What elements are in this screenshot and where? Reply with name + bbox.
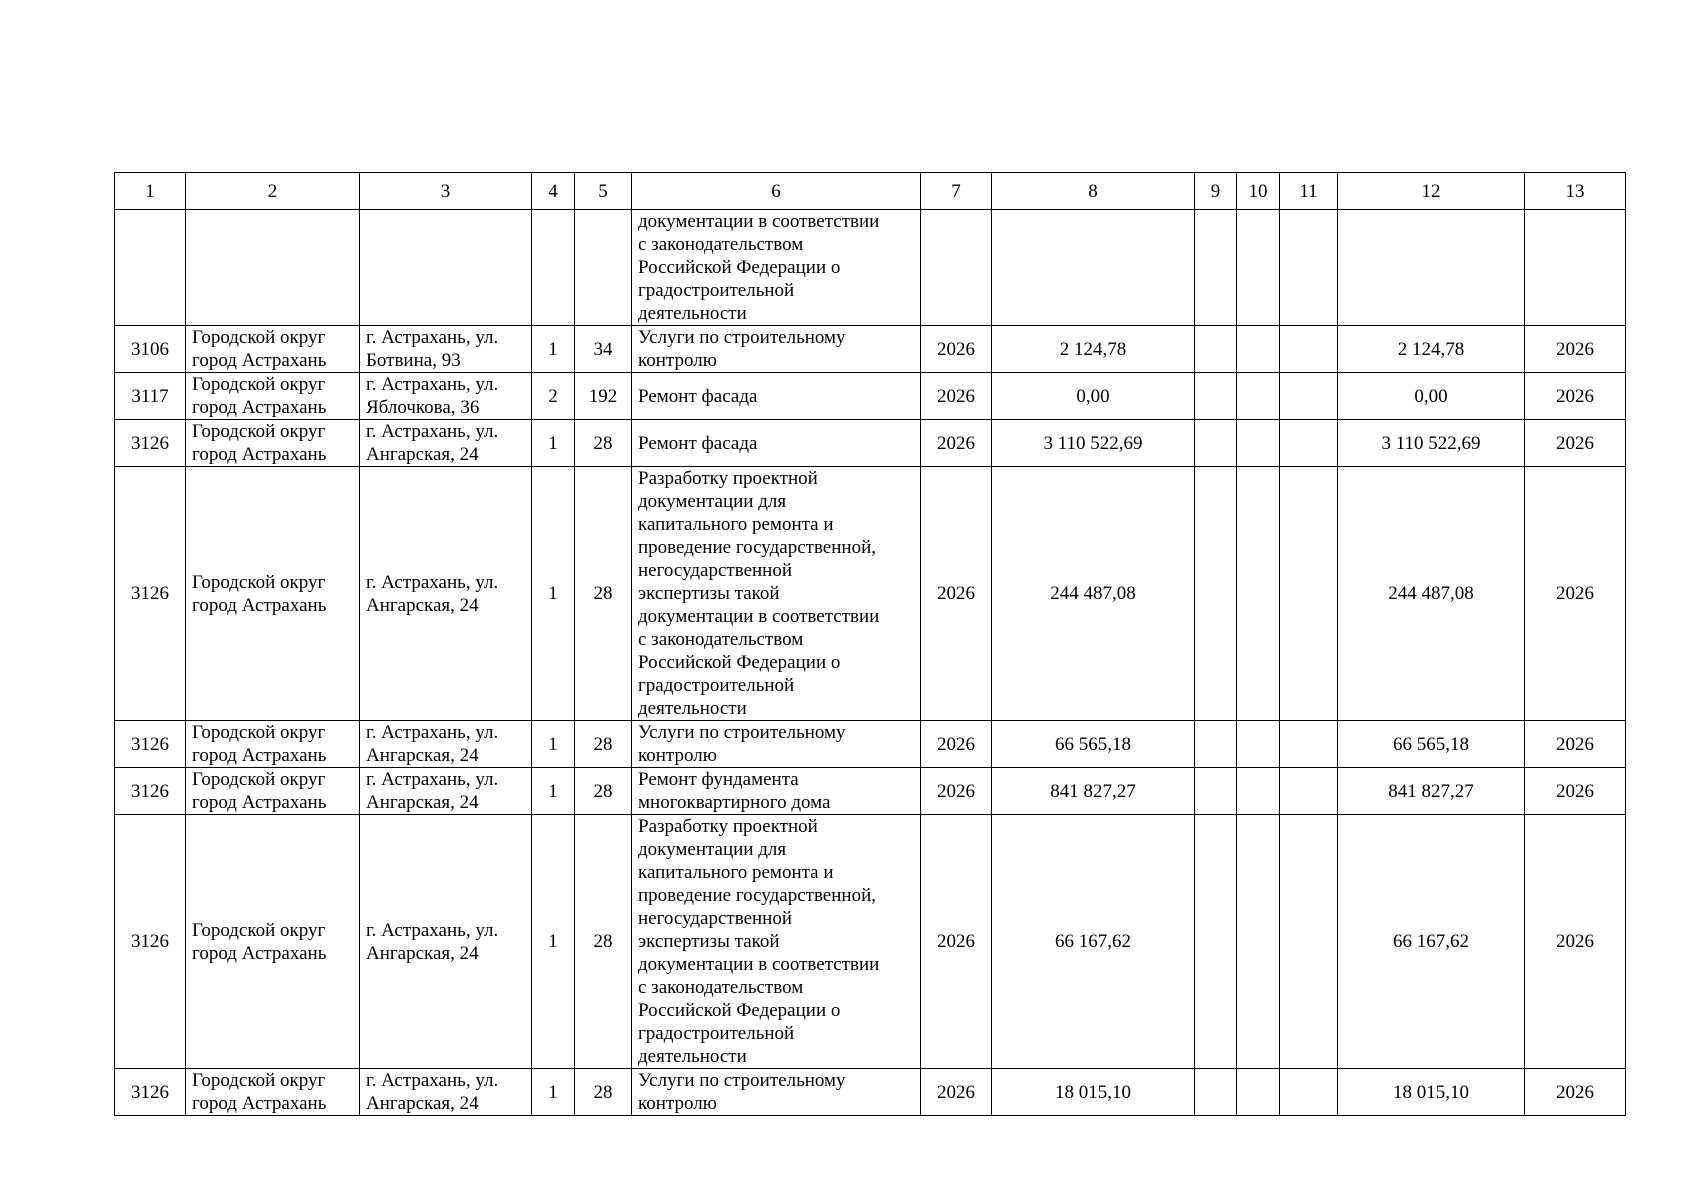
continuation-cell-2 — [186, 210, 360, 326]
capital-repair-table — [114, 172, 1626, 1116]
column-9-value-cell — [1195, 721, 1237, 768]
municipality-cell: Городской округ город Астрахань — [186, 467, 360, 721]
municipality-cell: Городской округ город Астрахань — [186, 326, 360, 373]
work-cost-cell: 244 487,08 — [992, 467, 1195, 721]
column-4-value-cell: 2 — [532, 373, 575, 420]
column-13-value-cell: 2026 — [1525, 721, 1626, 768]
column-4-value-cell: 1 — [532, 815, 575, 1069]
work-type-cell: Разработку проектной документации для капитального ремонта и проведение государственной, негосударственной экспертизы такой документации в соответствии с законодательством Российской Федерации о градостроительной деятельности — [632, 467, 921, 721]
column-number-row — [115, 173, 1626, 210]
column-number-4: 4 — [532, 173, 575, 210]
column-9-value-cell — [1195, 467, 1237, 721]
column-13-value-cell: 2026 — [1525, 373, 1626, 420]
column-4-value-cell: 1 — [532, 1069, 575, 1116]
continuation-cell-5 — [575, 210, 632, 326]
municipality-cell: Городской округ город Астрахань — [186, 373, 360, 420]
work-year-cell: 2026 — [921, 1069, 992, 1116]
column-number-8: 8 — [992, 173, 1195, 210]
column-12-value-cell: 3 110 522,69 — [1338, 420, 1525, 467]
column-12-value-cell: 244 487,08 — [1338, 467, 1525, 721]
continuation-cell-1 — [115, 210, 186, 326]
address-cell: г. Астрахань, ул. Ботвина, 93 — [360, 326, 532, 373]
column-13-value-cell: 2026 — [1525, 420, 1626, 467]
table-body — [115, 173, 1626, 1116]
column-9-value-cell — [1195, 420, 1237, 467]
work-cost-cell: 0,00 — [992, 373, 1195, 420]
column-5-value-cell: 28 — [575, 1069, 632, 1116]
column-5-value-cell: 28 — [575, 721, 632, 768]
work-cost-cell: 66 167,62 — [992, 815, 1195, 1069]
column-4-value-cell: 1 — [532, 768, 575, 815]
record-number-cell: 3126 — [115, 467, 186, 721]
continuation-cell-7 — [921, 210, 992, 326]
work-year-cell: 2026 — [921, 420, 992, 467]
continuation-work-text: документации в соответствии с законодательством Российской Федерации о градостроительной деятельности — [632, 210, 921, 326]
continuation-row — [115, 210, 1626, 326]
address-cell: г. Астрахань, ул. Ангарская, 24 — [360, 1069, 532, 1116]
record-number-cell: 3126 — [115, 420, 186, 467]
continuation-cell-12 — [1338, 210, 1525, 326]
address-cell: г. Астрахань, ул. Ангарская, 24 — [360, 721, 532, 768]
column-4-value-cell: 1 — [532, 467, 575, 721]
work-year-cell: 2026 — [921, 768, 992, 815]
municipality-cell: Городской округ город Астрахань — [186, 721, 360, 768]
work-type-cell: Ремонт фасада — [632, 373, 921, 420]
continuation-cell-10 — [1237, 210, 1280, 326]
column-10-value-cell — [1237, 768, 1280, 815]
column-12-value-cell: 841 827,27 — [1338, 768, 1525, 815]
address-cell: г. Астрахань, ул. Ангарская, 24 — [360, 420, 532, 467]
column-10-value-cell — [1237, 420, 1280, 467]
work-year-cell: 2026 — [921, 467, 992, 721]
column-number-11: 11 — [1280, 173, 1338, 210]
work-cost-cell: 2 124,78 — [992, 326, 1195, 373]
column-5-value-cell: 34 — [575, 326, 632, 373]
column-5-value-cell: 28 — [575, 815, 632, 1069]
continuation-cell-9 — [1195, 210, 1237, 326]
column-13-value-cell: 2026 — [1525, 467, 1626, 721]
address-cell: г. Астрахань, ул. Ангарская, 24 — [360, 815, 532, 1069]
column-9-value-cell — [1195, 373, 1237, 420]
column-13-value-cell: 2026 — [1525, 768, 1626, 815]
column-11-value-cell — [1280, 373, 1338, 420]
column-12-value-cell: 18 015,10 — [1338, 1069, 1525, 1116]
column-11-value-cell — [1280, 1069, 1338, 1116]
record-number-cell: 3126 — [115, 815, 186, 1069]
column-9-value-cell — [1195, 815, 1237, 1069]
column-12-value-cell: 0,00 — [1338, 373, 1525, 420]
record-number-cell: 3126 — [115, 768, 186, 815]
work-year-cell: 2026 — [921, 326, 992, 373]
work-type-cell: Разработку проектной документации для капитального ремонта и проведение государственной, негосударственной экспертизы такой документации в соответствии с законодательством Российской Федерации о градостроительной деятельности — [632, 815, 921, 1069]
column-12-value-cell: 66 565,18 — [1338, 721, 1525, 768]
column-11-value-cell — [1280, 326, 1338, 373]
column-10-value-cell — [1237, 815, 1280, 1069]
municipality-cell: Городской округ город Астрахань — [186, 768, 360, 815]
table-row — [115, 815, 1626, 1069]
column-number-9: 9 — [1195, 173, 1237, 210]
column-5-value-cell: 28 — [575, 420, 632, 467]
column-10-value-cell — [1237, 326, 1280, 373]
column-number-7: 7 — [921, 173, 992, 210]
continuation-cell-11 — [1280, 210, 1338, 326]
column-5-value-cell: 28 — [575, 768, 632, 815]
column-4-value-cell: 1 — [532, 420, 575, 467]
column-9-value-cell — [1195, 326, 1237, 373]
column-5-value-cell: 28 — [575, 467, 632, 721]
column-5-value-cell: 192 — [575, 373, 632, 420]
work-type-cell: Ремонт фундамента многоквартирного дома — [632, 768, 921, 815]
column-4-value-cell: 1 — [532, 326, 575, 373]
record-number-cell: 3117 — [115, 373, 186, 420]
column-13-value-cell: 2026 — [1525, 326, 1626, 373]
work-type-cell: Услуги по строительному контролю — [632, 1069, 921, 1116]
column-number-2: 2 — [186, 173, 360, 210]
column-9-value-cell — [1195, 768, 1237, 815]
column-11-value-cell — [1280, 420, 1338, 467]
work-cost-cell: 18 015,10 — [992, 1069, 1195, 1116]
column-9-value-cell — [1195, 1069, 1237, 1116]
continuation-cell-4 — [532, 210, 575, 326]
table-row — [115, 420, 1626, 467]
work-year-cell: 2026 — [921, 721, 992, 768]
column-number-10: 10 — [1237, 173, 1280, 210]
column-4-value-cell: 1 — [532, 721, 575, 768]
table-row — [115, 1069, 1626, 1116]
continuation-cell-3 — [360, 210, 532, 326]
table-row — [115, 721, 1626, 768]
column-13-value-cell: 2026 — [1525, 1069, 1626, 1116]
column-number-1: 1 — [115, 173, 186, 210]
work-type-cell: Услуги по строительному контролю — [632, 721, 921, 768]
column-11-value-cell — [1280, 467, 1338, 721]
table-row — [115, 373, 1626, 420]
column-10-value-cell — [1237, 1069, 1280, 1116]
municipality-cell: Городской округ город Астрахань — [186, 420, 360, 467]
column-number-6: 6 — [632, 173, 921, 210]
column-12-value-cell: 2 124,78 — [1338, 326, 1525, 373]
continuation-cell-13 — [1525, 210, 1626, 326]
table-row — [115, 768, 1626, 815]
column-number-13: 13 — [1525, 173, 1626, 210]
work-year-cell: 2026 — [921, 373, 992, 420]
continuation-cell-8 — [992, 210, 1195, 326]
column-number-12: 12 — [1338, 173, 1525, 210]
work-type-cell: Ремонт фасада — [632, 420, 921, 467]
column-13-value-cell: 2026 — [1525, 815, 1626, 1069]
table-row — [115, 467, 1626, 721]
column-number-3: 3 — [360, 173, 532, 210]
column-11-value-cell — [1280, 721, 1338, 768]
column-11-value-cell — [1280, 768, 1338, 815]
table-row — [115, 326, 1626, 373]
work-year-cell: 2026 — [921, 815, 992, 1069]
address-cell: г. Астрахань, ул. Ангарская, 24 — [360, 768, 532, 815]
column-10-value-cell — [1237, 467, 1280, 721]
column-10-value-cell — [1237, 373, 1280, 420]
work-type-cell: Услуги по строительному контролю — [632, 326, 921, 373]
column-11-value-cell — [1280, 815, 1338, 1069]
column-10-value-cell — [1237, 721, 1280, 768]
column-number-5: 5 — [575, 173, 632, 210]
work-cost-cell: 841 827,27 — [992, 768, 1195, 815]
municipality-cell: Городской округ город Астрахань — [186, 815, 360, 1069]
record-number-cell: 3126 — [115, 1069, 186, 1116]
address-cell: г. Астрахань, ул. Яблочкова, 36 — [360, 373, 532, 420]
address-cell: г. Астрахань, ул. Ангарская, 24 — [360, 467, 532, 721]
record-number-cell: 3126 — [115, 721, 186, 768]
column-12-value-cell: 66 167,62 — [1338, 815, 1525, 1069]
municipality-cell: Городской округ город Астрахань — [186, 1069, 360, 1116]
work-cost-cell: 3 110 522,69 — [992, 420, 1195, 467]
work-cost-cell: 66 565,18 — [992, 721, 1195, 768]
record-number-cell: 3106 — [115, 326, 186, 373]
